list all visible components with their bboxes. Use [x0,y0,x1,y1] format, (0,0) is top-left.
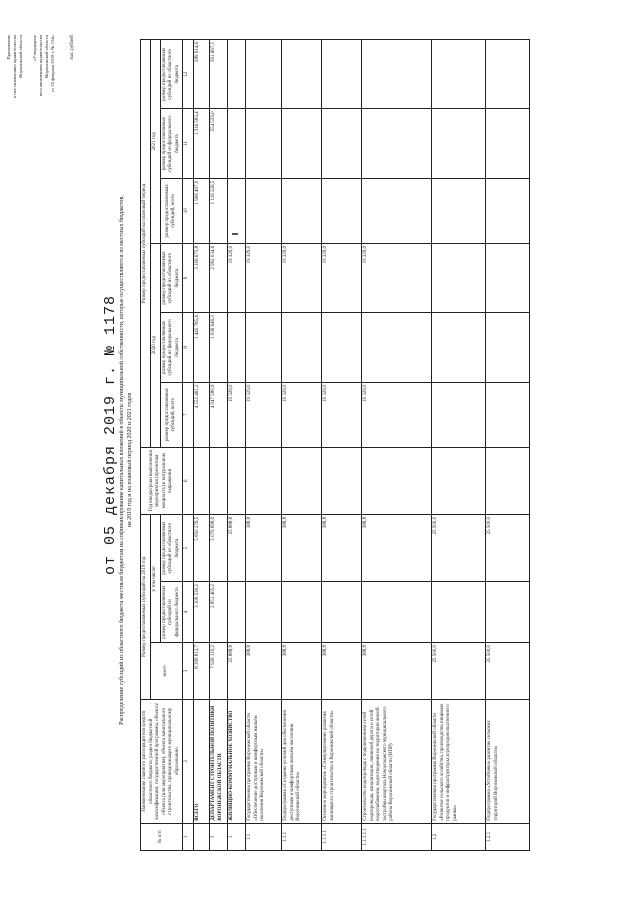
subsidy-table [140,39,530,851]
row-value-cell [432,109,486,178]
row-value-cell: 388,8 [322,643,362,700]
row-value-cell: 589 914,6 [194,40,210,109]
row-value-cell [486,313,530,382]
rotated-landscape-sheet [0,15,640,875]
row-value-cell: 5 076 698,0 [210,514,228,581]
col-2020-fed-header: размер предоставляемых субсидий из федерального бюджета [160,313,183,382]
row-value-cell [282,582,322,643]
col-2019-fed-header: размер предоставляемых субсидий из федерального бюджета [160,582,183,643]
appendix-resolution: к постановлению правительства [12,35,17,99]
row-value-cell [228,313,246,382]
col-number-cell: 7 [183,382,194,447]
appendix-block [6,35,24,98]
row-value-cell: 388,8 [362,514,432,581]
col-number-cell: 10 [183,178,194,243]
col-number-cell: 5 [183,514,194,581]
col-name-header: Наименование главного распорядителя средств областного бюджета, раздел бюджетной классификации, государственной программы, объекта/объекта (или мероприятия), объекта капитального строительства, принадлежащего муниципальному образованию [141,699,183,823]
row-number-cell: 1.1.1.1.1 [362,823,432,850]
row-value-cell [432,582,486,643]
row-value-cell: 2 992 034,6 [210,243,228,312]
row-value-cell: 25 500,0 [486,643,530,700]
row-value-cell: 7 928 110,2 [210,643,228,700]
row-name-cell: ДЕПАРТАМЕНТ СТРОИТЕЛЬНОЙ ПОЛИТИКИ ВОРОНЕЖСКОЙ ОБЛАСТИ [210,699,228,823]
row-value-cell: 4 552 461,2 [194,382,210,447]
row-value-cell: 25 888,8 [228,643,246,700]
row-value-cell [486,382,530,447]
row-value-cell [246,178,282,243]
col-number-cell: 2 [183,699,194,823]
row-number-cell: 1.2 [432,823,486,850]
col-number-cell: 8 [183,313,194,382]
row-value-cell: 19 329,0 [228,243,246,312]
row-value-cell: 19 329,0 [246,382,282,447]
row-number-cell [194,823,210,850]
row-value-cell [246,582,282,643]
row-value-cell: 1 036 646,3 [210,313,228,382]
row-value-cell: 3 106 675,8 [194,243,210,312]
table-row [362,40,432,851]
units-label: тыс. рублей [70,35,75,60]
row-value-cell: 1 116 226,5 [210,178,228,243]
row-value-cell [282,40,322,109]
row-value-cell: 19 329,0 [282,243,322,312]
col-number-cell: 12 [183,40,194,109]
row-value-cell [210,447,228,514]
row-value-cell [432,40,486,109]
col-num-header: № п/п [141,823,183,850]
row-value-cell [486,243,530,312]
row-value-cell [246,109,282,178]
row-value-cell [282,109,322,178]
row-value-cell: 19 329,0 [362,243,432,312]
row-value-cell: 8 399 813,7 [194,643,210,700]
row-value-cell [486,582,530,643]
row-value-cell [432,447,486,514]
row-value-cell: 591 667,5 [210,40,228,109]
col-number-cell: 1 [183,823,194,850]
row-value-cell: 19 329,0 [282,382,322,447]
col-number-cell: 11 [183,109,194,178]
row-number-cell: 1.1.1 [282,823,322,850]
row-value-cell [362,109,432,178]
row-name-cell: ЖИЛИЩНО-КОММУНАЛЬНОЕ ХОЗЯЙСТВО [228,699,246,823]
row-number-cell: 1 [228,823,246,850]
row-name-cell: Подпрограмма «Устойчивое развитие сельских территорий Воронежской области» [486,699,530,823]
row-value-cell: 19 329,0 [246,243,282,312]
row-value-cell [486,178,530,243]
row-value-cell [362,40,432,109]
row-value-cell [228,582,246,643]
col-2021-fed-header: размер предоставляемых субсидий из федерального бюджета [160,109,183,178]
row-value-cell [246,40,282,109]
row-value-cell: 388,8 [282,643,322,700]
scan-mark [232,233,238,235]
row-value-cell [486,109,530,178]
row-value-cell [362,447,432,514]
row-value-cell [362,313,432,382]
row-value-cell: 388,8 [322,514,362,581]
row-name-cell: Строительство водопровода с подключением сетей водопровода, канализации, ливневой дороги в сетей водоснабжения, водоотведения на территории жилой застройки квартала Новоусманского муниципального района Воронежской области (ИПР) [362,699,432,823]
table-row [194,40,210,851]
appendix-region: Воронежской области [18,35,23,78]
approval-resolution: постановлением правительства [38,35,43,97]
row-value-cell [246,447,282,514]
row-value-cell [228,40,246,109]
col-number-cell: 6 [183,447,194,514]
document-title: Распределение субсидий из областного бюджета местным бюджетам на софинансирование капитальных вложений в объекты муниципальной собственности, которые осуществляются из местных бюджетов, на 2019 год и на плановый период 2020 и 2021 годов [119,195,133,725]
approval-label: «Утверждено [32,35,37,62]
table-row [246,40,282,851]
table-row [228,40,246,851]
approval-region: Воронежской области [44,35,49,78]
row-value-cell: 19 329,0 [362,382,432,447]
row-value-cell [322,447,362,514]
row-value-cell: 19 329,0 [322,382,362,447]
row-name-cell: Государственная программа Воронежской области «Обеспечение доступным и комфортным жильём населения Воронежской области» [246,699,282,823]
row-value-cell [432,382,486,447]
col-2021-total-header: размер предоставляемых субсидий, всего [160,178,183,243]
row-value-cell [432,178,486,243]
row-value-cell: 19 329,0 [322,243,362,312]
row-value-cell [322,109,362,178]
col-number-cell: 9 [183,243,194,312]
row-name-cell: Подпрограмма «Создание условий для обеспечения доступным и комфортным жильём населения Воронежской области» [282,699,322,823]
row-value-cell [282,178,322,243]
row-value-cell [282,447,322,514]
row-name-cell: ВСЕГО [194,699,210,823]
row-number-cell: 1.2.1 [486,823,530,850]
row-number-cell: I [210,823,228,850]
row-name-cell: Основное мероприятие «Стимулирование развития жилищного строительства в Воронежской области» [322,699,362,823]
row-name-cell: Государственная программа Воронежской области «Развитие сельского хозяйства, производства пищевых продуктов и инфраструктуры агропродовольственного рынка» [432,699,486,823]
row-value-cell: 25 500,0 [432,514,486,581]
row-number-cell: 1.1.1.1 [322,823,362,850]
table-row [282,40,322,851]
col-2019-total-header: всего [150,643,183,700]
date-number-stamp: от 05 декабря 2019 г. № 1178 [102,294,119,575]
col-number-cell: 3 [183,643,194,700]
row-value-cell [194,447,210,514]
row-value-cell [228,447,246,514]
table-row [432,40,486,851]
row-value-cell: 1 445 765,4 [194,313,210,382]
row-value-cell: 388,8 [362,643,432,700]
col-2020-header: 2020 год [150,243,160,447]
row-value-cell [486,447,530,514]
table-row [486,40,530,851]
row-value-cell: 4 047 580,9 [210,382,228,447]
row-value-cell: 5 850 276,5 [194,514,210,581]
row-value-cell [282,313,322,382]
col-2021-header: 2021 год [150,40,160,244]
row-value-cell [228,109,246,178]
row-value-cell: 388,8 [246,514,282,581]
row-value-cell: 1 906 497,0 [194,178,210,243]
row-value-cell: 2 851 405,2 [210,582,228,643]
row-value-cell: 25 888,8 [228,514,246,581]
row-value-cell [362,178,432,243]
table-row [322,40,362,851]
row-value-cell [322,40,362,109]
row-number-cell: 1.1 [246,823,282,850]
row-value-cell [362,582,432,643]
col-2020-total-header: размер предоставляемых субсидий, всего [160,382,183,447]
row-value-cell [322,313,362,382]
col-2019-incl-header: в том числе: [150,514,160,642]
row-value-cell: 19 329,0 [228,382,246,447]
col-vvod-header: Год ввода/сроки выполнения мероприятия (проектная мощность) в натуральном выражении [141,447,183,514]
column-number-row [183,40,194,851]
row-value-cell: 388,8 [282,514,322,581]
row-value-cell: 3 109 530,2 [194,582,210,643]
col-number-cell: 4 [183,582,194,643]
row-value-cell [322,178,362,243]
col-2021-reg-header: размер предоставляемых субсидий из областного бюджета [160,40,183,109]
row-value-cell [432,313,486,382]
row-value-cell: 25 500,0 [432,643,486,700]
col-2019-group-header: Размер предоставляемых субсидий на 2019 год [141,514,151,699]
row-value-cell: 554 559,0 [210,109,228,178]
approval-block [32,35,56,96]
col-plan-group-header: Размер предоставляемых субсидий на плановый период [141,40,151,448]
col-2020-reg-header: размер предоставляемых субсидий из областного бюджета [160,243,183,312]
col-2019-reg-header: размер предоставляемых субсидий из областного бюджета [160,514,183,581]
row-value-cell: 25 500,0 [486,514,530,581]
appendix-label: Приложение [6,35,11,60]
row-value-cell [432,243,486,312]
row-value-cell [486,40,530,109]
table-body [194,40,530,851]
row-value-cell: 388,8 [246,643,282,700]
approval-date: от 25 февраля 2019 г. № 154» [50,35,55,92]
table-row [210,40,228,851]
row-value-cell: 1 316 583,4 [194,109,210,178]
row-value-cell [322,582,362,643]
row-value-cell [246,313,282,382]
